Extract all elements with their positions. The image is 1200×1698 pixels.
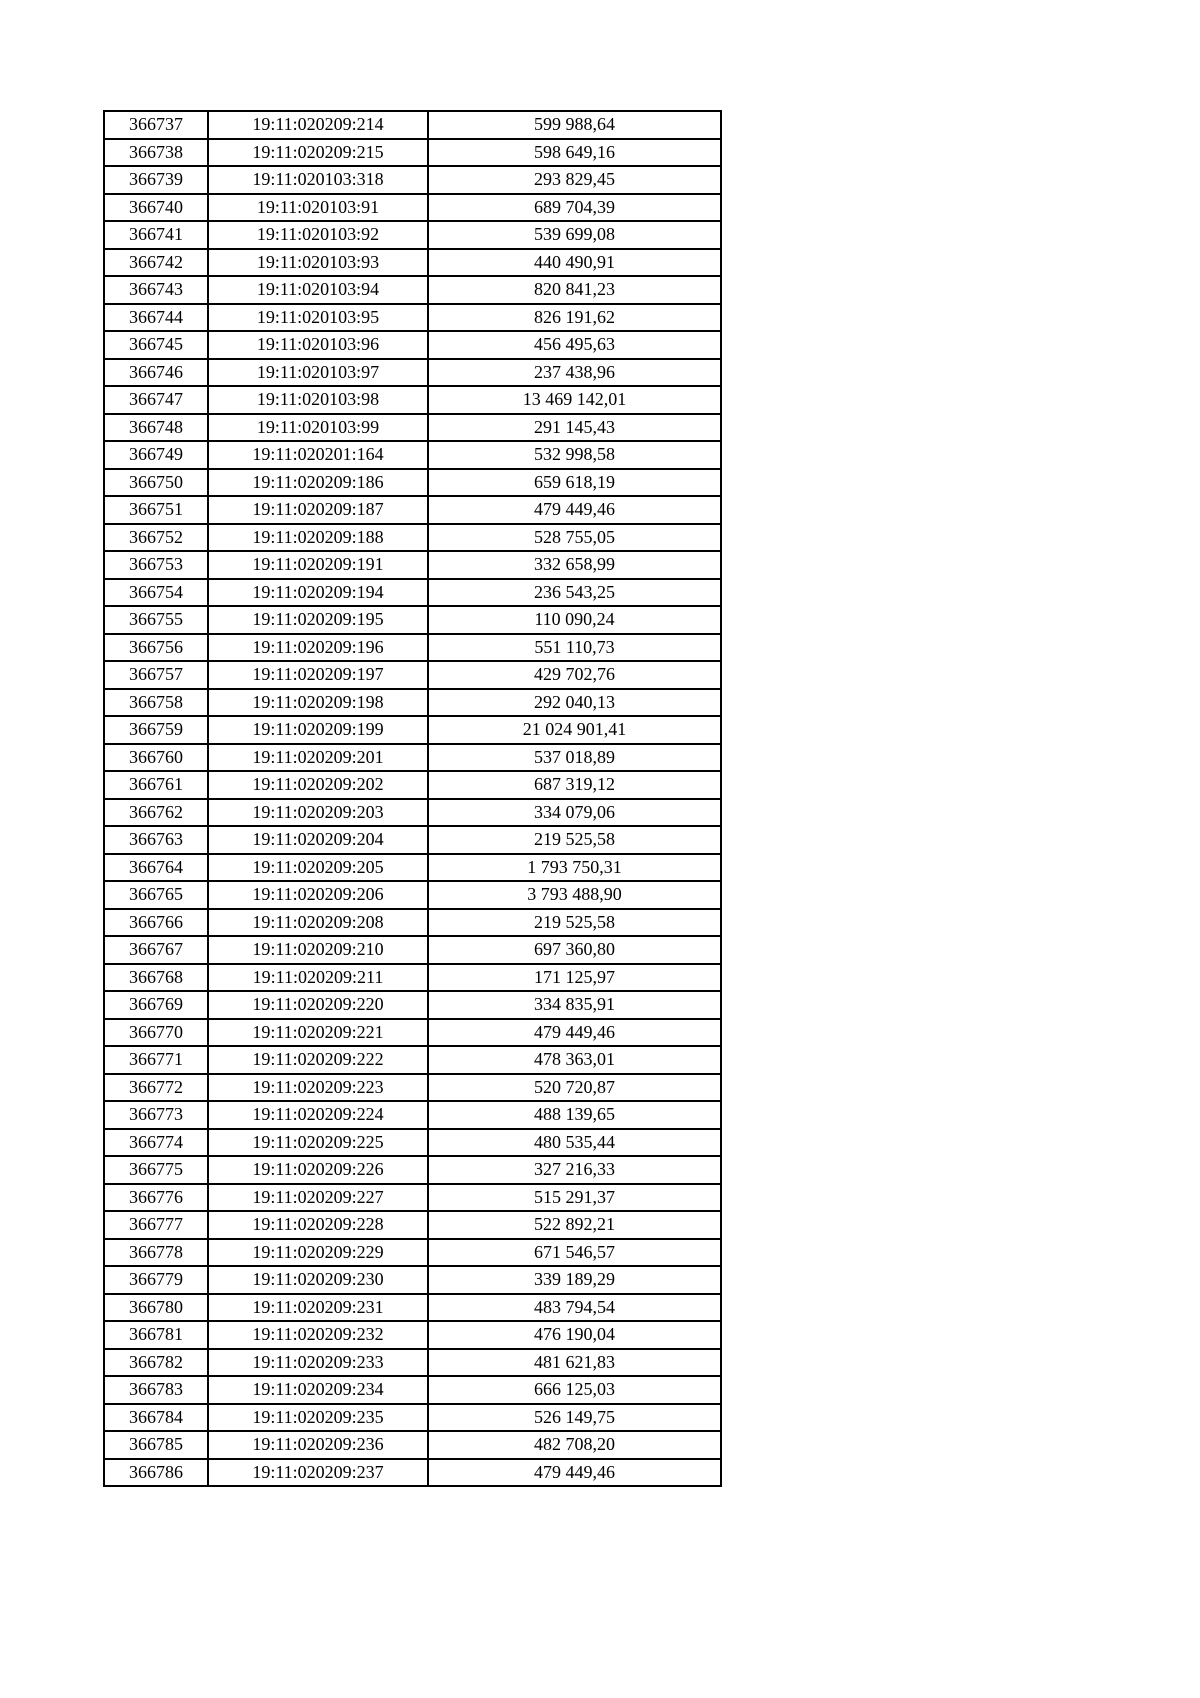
cadastral-value-cell: 659 618,19: [428, 469, 721, 497]
cadastral-value-cell: 219 525,58: [428, 826, 721, 854]
row-number-cell: 366761: [104, 771, 208, 799]
cadastral-value-cell: 479 449,46: [428, 1459, 721, 1487]
cadastral-value-cell: 21 024 901,41: [428, 716, 721, 744]
table-row: [104, 1404, 721, 1432]
cadastral-number-cell: 19:11:020209:187: [208, 496, 428, 524]
table-row: [104, 1211, 721, 1239]
cadastral-value-cell: 697 360,80: [428, 936, 721, 964]
table-row: [104, 139, 721, 167]
cadastral-number-cell: 19:11:020209:235: [208, 1404, 428, 1432]
table-row: [104, 1129, 721, 1157]
cadastral-value-cell: 687 319,12: [428, 771, 721, 799]
cadastral-value-cell: 488 139,65: [428, 1101, 721, 1129]
cadastral-value-cell: 532 998,58: [428, 441, 721, 469]
cadastral-number-cell: 19:11:020209:210: [208, 936, 428, 964]
cadastral-number-cell: 19:11:020103:96: [208, 331, 428, 359]
table-row: [104, 331, 721, 359]
table-row: [104, 1376, 721, 1404]
cadastral-number-cell: 19:11:020103:99: [208, 414, 428, 442]
row-number-cell: 366764: [104, 854, 208, 882]
cadastral-number-cell: 19:11:020103:97: [208, 359, 428, 387]
table-row: [104, 1046, 721, 1074]
row-number-cell: 366782: [104, 1349, 208, 1377]
cadastral-number-cell: 19:11:020209:199: [208, 716, 428, 744]
cadastral-number-cell: 19:11:020209:203: [208, 799, 428, 827]
cadastral-value-cell: 820 841,23: [428, 276, 721, 304]
cadastral-value-cell: 689 704,39: [428, 194, 721, 222]
cadastral-number-cell: 19:11:020209:220: [208, 991, 428, 1019]
cadastral-number-cell: 19:11:020209:227: [208, 1184, 428, 1212]
row-number-cell: 366752: [104, 524, 208, 552]
row-number-cell: 366744: [104, 304, 208, 332]
row-number-cell: 366766: [104, 909, 208, 937]
cadastral-number-cell: 19:11:020209:186: [208, 469, 428, 497]
table-row: [104, 1074, 721, 1102]
cadastral-value-cell: 3 793 488,90: [428, 881, 721, 909]
table-row: [104, 689, 721, 717]
cadastral-number-cell: 19:11:020209:206: [208, 881, 428, 909]
table-row: [104, 1184, 721, 1212]
row-number-cell: 366775: [104, 1156, 208, 1184]
cadastral-value-cell: 440 490,91: [428, 249, 721, 277]
row-number-cell: 366778: [104, 1239, 208, 1267]
cadastral-value-cell: 520 720,87: [428, 1074, 721, 1102]
row-number-cell: 366780: [104, 1294, 208, 1322]
cadastral-number-cell: 19:11:020103:93: [208, 249, 428, 277]
row-number-cell: 366743: [104, 276, 208, 304]
row-number-cell: 366773: [104, 1101, 208, 1129]
row-number-cell: 366741: [104, 221, 208, 249]
table-row: [104, 1294, 721, 1322]
row-number-cell: 366742: [104, 249, 208, 277]
row-number-cell: 366757: [104, 661, 208, 689]
row-number-cell: 366786: [104, 1459, 208, 1487]
row-number-cell: 366774: [104, 1129, 208, 1157]
table-row: [104, 964, 721, 992]
table-row: [104, 1156, 721, 1184]
row-number-cell: 366738: [104, 139, 208, 167]
row-number-cell: 366746: [104, 359, 208, 387]
row-number-cell: 366754: [104, 579, 208, 607]
row-number-cell: 366750: [104, 469, 208, 497]
cadastral-number-cell: 19:11:020209:222: [208, 1046, 428, 1074]
cadastral-value-cell: 481 621,83: [428, 1349, 721, 1377]
row-number-cell: 366747: [104, 386, 208, 414]
cadastral-number-cell: 19:11:020209:226: [208, 1156, 428, 1184]
cadastral-number-cell: 19:11:020103:94: [208, 276, 428, 304]
cadastral-number-cell: 19:11:020103:318: [208, 166, 428, 194]
table-row: [104, 276, 721, 304]
cadastral-value-cell: 293 829,45: [428, 166, 721, 194]
cadastral-value-cell: 291 145,43: [428, 414, 721, 442]
table-row: [104, 1101, 721, 1129]
cadastral-number-cell: 19:11:020209:196: [208, 634, 428, 662]
cadastral-value-cell: 515 291,37: [428, 1184, 721, 1212]
row-number-cell: 366771: [104, 1046, 208, 1074]
cadastral-number-cell: 19:11:020209:228: [208, 1211, 428, 1239]
row-number-cell: 366785: [104, 1431, 208, 1459]
cadastral-number-cell: 19:11:020209:234: [208, 1376, 428, 1404]
cadastral-number-cell: 19:11:020209:231: [208, 1294, 428, 1322]
table-row: [104, 579, 721, 607]
cadastral-number-cell: 19:11:020209:230: [208, 1266, 428, 1294]
cadastral-value-cell: 479 449,46: [428, 1019, 721, 1047]
cadastral-value-cell: 334 835,91: [428, 991, 721, 1019]
cadastral-number-cell: 19:11:020209:233: [208, 1349, 428, 1377]
cadastral-number-cell: 19:11:020201:164: [208, 441, 428, 469]
row-number-cell: 366768: [104, 964, 208, 992]
cadastral-value-cell: 334 079,06: [428, 799, 721, 827]
cadastral-number-cell: 19:11:020209:215: [208, 139, 428, 167]
cadastral-number-cell: 19:11:020209:232: [208, 1321, 428, 1349]
cadastral-number-cell: 19:11:020103:92: [208, 221, 428, 249]
table-row: [104, 936, 721, 964]
cadastral-value-cell: 219 525,58: [428, 909, 721, 937]
table-row: [104, 744, 721, 772]
table-row: [104, 496, 721, 524]
cadastral-number-cell: 19:11:020209:204: [208, 826, 428, 854]
row-number-cell: 366770: [104, 1019, 208, 1047]
table-row: [104, 1239, 721, 1267]
row-number-cell: 366737: [104, 111, 208, 139]
row-number-cell: 366745: [104, 331, 208, 359]
cadastral-value-cell: 479 449,46: [428, 496, 721, 524]
cadastral-number-cell: 19:11:020209:237: [208, 1459, 428, 1487]
table-row: [104, 194, 721, 222]
row-number-cell: 366767: [104, 936, 208, 964]
cadastral-number-cell: 19:11:020209:197: [208, 661, 428, 689]
table-row: [104, 1019, 721, 1047]
table-row: [104, 1459, 721, 1487]
table-row: [104, 991, 721, 1019]
cadastral-number-cell: 19:11:020103:91: [208, 194, 428, 222]
row-number-cell: 366758: [104, 689, 208, 717]
row-number-cell: 366777: [104, 1211, 208, 1239]
row-number-cell: 366760: [104, 744, 208, 772]
table-row: [104, 771, 721, 799]
cadastral-value-cell: 599 988,64: [428, 111, 721, 139]
row-number-cell: 366740: [104, 194, 208, 222]
row-number-cell: 366769: [104, 991, 208, 1019]
table-body: [104, 111, 721, 1486]
table-row: [104, 799, 721, 827]
cadastral-number-cell: 19:11:020103:98: [208, 386, 428, 414]
cadastral-value-cell: 526 149,75: [428, 1404, 721, 1432]
cadastral-number-cell: 19:11:020209:221: [208, 1019, 428, 1047]
cadastral-value-cell: 327 216,33: [428, 1156, 721, 1184]
cadastral-value-cell: 1 793 750,31: [428, 854, 721, 882]
row-number-cell: 366781: [104, 1321, 208, 1349]
table-row: [104, 469, 721, 497]
row-number-cell: 366783: [104, 1376, 208, 1404]
cadastral-value-cell: 480 535,44: [428, 1129, 721, 1157]
row-number-cell: 366784: [104, 1404, 208, 1432]
cadastral-number-cell: 19:11:020209:195: [208, 606, 428, 634]
table-row: [104, 441, 721, 469]
cadastral-number-cell: 19:11:020209:208: [208, 909, 428, 937]
cadastral-value-cell: 332 658,99: [428, 551, 721, 579]
table-row: [104, 524, 721, 552]
cadastral-value-cell: 292 040,13: [428, 689, 721, 717]
row-number-cell: 366751: [104, 496, 208, 524]
table-row: [104, 1431, 721, 1459]
table-row: [104, 826, 721, 854]
cadastral-value-cell: 666 125,03: [428, 1376, 721, 1404]
cadastral-value-cell: 236 543,25: [428, 579, 721, 607]
cadastral-value-cell: 171 125,97: [428, 964, 721, 992]
table-row: [104, 249, 721, 277]
cadastral-number-cell: 19:11:020209:188: [208, 524, 428, 552]
row-number-cell: 366779: [104, 1266, 208, 1294]
table-row: [104, 909, 721, 937]
table-row: [104, 111, 721, 139]
table-row: [104, 1321, 721, 1349]
table-row: [104, 1349, 721, 1377]
row-number-cell: 366759: [104, 716, 208, 744]
cadastral-number-cell: 19:11:020209:223: [208, 1074, 428, 1102]
cadastral-value-cell: 456 495,63: [428, 331, 721, 359]
cadastral-value-cell: 476 190,04: [428, 1321, 721, 1349]
cadastral-value-cell: 110 090,24: [428, 606, 721, 634]
table-row: [104, 881, 721, 909]
table-row: [104, 854, 721, 882]
cadastral-value-cell: 478 363,01: [428, 1046, 721, 1074]
table-row: [104, 221, 721, 249]
table-row: [104, 634, 721, 662]
cadastral-number-cell: 19:11:020209:191: [208, 551, 428, 579]
row-number-cell: 366739: [104, 166, 208, 194]
cadastral-value-table: [103, 110, 722, 1487]
cadastral-value-cell: 237 438,96: [428, 359, 721, 387]
table-row: [104, 716, 721, 744]
table-row: [104, 606, 721, 634]
cadastral-number-cell: 19:11:020209:201: [208, 744, 428, 772]
row-number-cell: 366776: [104, 1184, 208, 1212]
cadastral-value-cell: 339 189,29: [428, 1266, 721, 1294]
cadastral-value-cell: 482 708,20: [428, 1431, 721, 1459]
row-number-cell: 366762: [104, 799, 208, 827]
cadastral-value-cell: 483 794,54: [428, 1294, 721, 1322]
table-row: [104, 551, 721, 579]
cadastral-number-cell: 19:11:020209:224: [208, 1101, 428, 1129]
table-row: [104, 166, 721, 194]
table-row: [104, 661, 721, 689]
cadastral-value-cell: 539 699,08: [428, 221, 721, 249]
cadastral-number-cell: 19:11:020209:225: [208, 1129, 428, 1157]
cadastral-value-cell: 671 546,57: [428, 1239, 721, 1267]
cadastral-value-cell: 537 018,89: [428, 744, 721, 772]
cadastral-number-cell: 19:11:020103:95: [208, 304, 428, 332]
table-row: [104, 304, 721, 332]
cadastral-number-cell: 19:11:020209:205: [208, 854, 428, 882]
cadastral-number-cell: 19:11:020209:236: [208, 1431, 428, 1459]
row-number-cell: 366765: [104, 881, 208, 909]
cadastral-value-cell: 528 755,05: [428, 524, 721, 552]
table-row: [104, 359, 721, 387]
row-number-cell: 366748: [104, 414, 208, 442]
cadastral-value-cell: 826 191,62: [428, 304, 721, 332]
cadastral-value-cell: 598 649,16: [428, 139, 721, 167]
row-number-cell: 366755: [104, 606, 208, 634]
cadastral-number-cell: 19:11:020209:229: [208, 1239, 428, 1267]
cadastral-number-cell: 19:11:020209:211: [208, 964, 428, 992]
cadastral-value-cell: 551 110,73: [428, 634, 721, 662]
cadastral-value-cell: 429 702,76: [428, 661, 721, 689]
row-number-cell: 366756: [104, 634, 208, 662]
table-row: [104, 414, 721, 442]
row-number-cell: 366749: [104, 441, 208, 469]
table-row: [104, 386, 721, 414]
row-number-cell: 366753: [104, 551, 208, 579]
cadastral-number-cell: 19:11:020209:198: [208, 689, 428, 717]
row-number-cell: 366763: [104, 826, 208, 854]
cadastral-value-cell: 13 469 142,01: [428, 386, 721, 414]
cadastral-number-cell: 19:11:020209:194: [208, 579, 428, 607]
cadastral-number-cell: 19:11:020209:214: [208, 111, 428, 139]
row-number-cell: 366772: [104, 1074, 208, 1102]
table-row: [104, 1266, 721, 1294]
cadastral-value-cell: 522 892,21: [428, 1211, 721, 1239]
cadastral-number-cell: 19:11:020209:202: [208, 771, 428, 799]
